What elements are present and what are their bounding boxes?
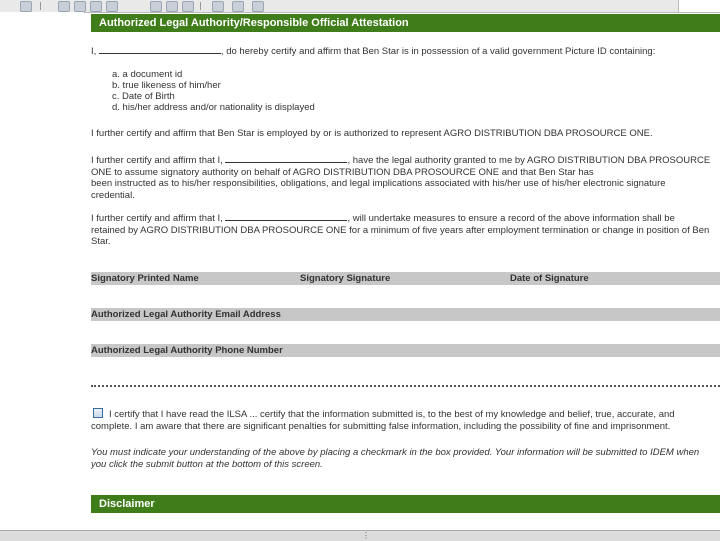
list-item: c. Date of Birth	[112, 91, 175, 102]
search-icon[interactable]	[150, 1, 162, 12]
list-item: d. his/her address and/or nationality is displayed	[112, 102, 315, 113]
intro-prefix: I,	[91, 46, 97, 57]
media-icon[interactable]	[182, 1, 194, 12]
left-margin	[0, 12, 84, 530]
email-label-row	[91, 308, 720, 321]
disclaimer-section-header: Disclaimer	[91, 495, 720, 513]
record-line2: retained by AGRO DISTRIBUTION DBA PROSOURCE ONE for a minimum of five years after employment termination or change in position of Ben	[91, 224, 710, 236]
authority-paragraph	[91, 153, 720, 201]
toolbar-separator	[40, 2, 41, 10]
authority-line4: credential.	[91, 189, 135, 201]
history-icon[interactable]	[106, 1, 118, 12]
record-prefix: I further certify and affirm that I,	[91, 213, 223, 224]
employment-paragraph: I further certify and affirm that Ben Star is employed by or is authorized to represent AGRO DISTRIBUTION DBA PROSOURCE ONE.	[91, 128, 653, 139]
status-bar	[0, 530, 720, 541]
intro-suffix: , do hereby certify and affirm that Ben Star is in possession of a valid government Picture ID containing:	[220, 46, 656, 57]
authority-line2: ONE to assume signatory authority on behalf of AGRO DISTRIBUTION DBA PROSOURCE ONE and that Ben Star has	[91, 166, 594, 178]
browser-toolbar	[0, 0, 720, 13]
signature-header-row	[91, 272, 720, 285]
divider	[91, 385, 720, 387]
record-line3: Star.	[91, 236, 111, 247]
phone-label: Authorized Legal Authority Phone Number	[91, 345, 283, 356]
record-name-blank	[225, 211, 347, 221]
tools-icon[interactable]	[232, 1, 244, 12]
id-requirements-list	[112, 69, 315, 113]
list-item: b. true likeness of him/her	[112, 80, 221, 91]
edit-icon[interactable]	[212, 1, 224, 12]
signature-label: Signatory Signature	[300, 273, 391, 284]
favorites-icon[interactable]	[166, 1, 178, 12]
authority-line3: been instructed as to his/her responsibilities, obligations, and legal implications associated with his/her use of his/her electronic signature	[91, 178, 666, 189]
print-icon[interactable]	[74, 1, 86, 12]
certify-line2: complete. I am aware that there are significant penalties for submitting false information, including the possibility of fine and imprisonment.	[91, 421, 671, 432]
authority-prefix: I further certify and affirm that I,	[91, 155, 223, 166]
certify-checkbox[interactable]	[93, 408, 103, 418]
notice-line1: You must indicate your understanding of the above by placing a checkmark in the box provided. Your information will be submitted to IDEM when	[91, 447, 700, 458]
printed-name-label: Signatory Printed Name	[91, 273, 199, 284]
page-icon[interactable]	[58, 1, 70, 12]
attestation-section-header: Authorized Legal Authority/Responsible Official Attestation	[91, 14, 720, 32]
certify-text-continued	[91, 421, 720, 433]
certify-text	[109, 409, 720, 421]
certify-line1: I certify that I have read the ILSA ... certify that the information submitted is, to the best of my knowledge and belief, true, accurate, and	[109, 409, 675, 420]
discuss-icon[interactable]	[252, 1, 264, 12]
submit-notice	[91, 447, 720, 470]
record-paragraph	[91, 211, 720, 248]
back-icon[interactable]	[20, 1, 32, 12]
phone-label-row	[91, 344, 720, 357]
official-name-blank	[99, 44, 221, 54]
authority-name-blank	[225, 153, 347, 163]
notice-line2: you click the submit button at the bottom of this screen.	[91, 458, 323, 470]
date-label: Date of Signature	[510, 273, 589, 284]
authority-line1: , have the legal authority granted to me by AGRO DISTRIBUTION DBA PROSOURCE	[347, 155, 711, 166]
toolbar-separator	[200, 2, 201, 10]
mail-icon[interactable]	[90, 1, 102, 12]
list-item: a. a document id	[112, 69, 183, 80]
record-line1: , will undertake measures to ensure a record of the above information shall be	[347, 213, 675, 224]
email-label: Authorized Legal Authority Email Address	[91, 309, 281, 320]
intro-paragraph	[91, 44, 720, 58]
address-area[interactable]	[678, 0, 720, 12]
scroll-grip-icon[interactable]: ⋮	[362, 531, 370, 540]
